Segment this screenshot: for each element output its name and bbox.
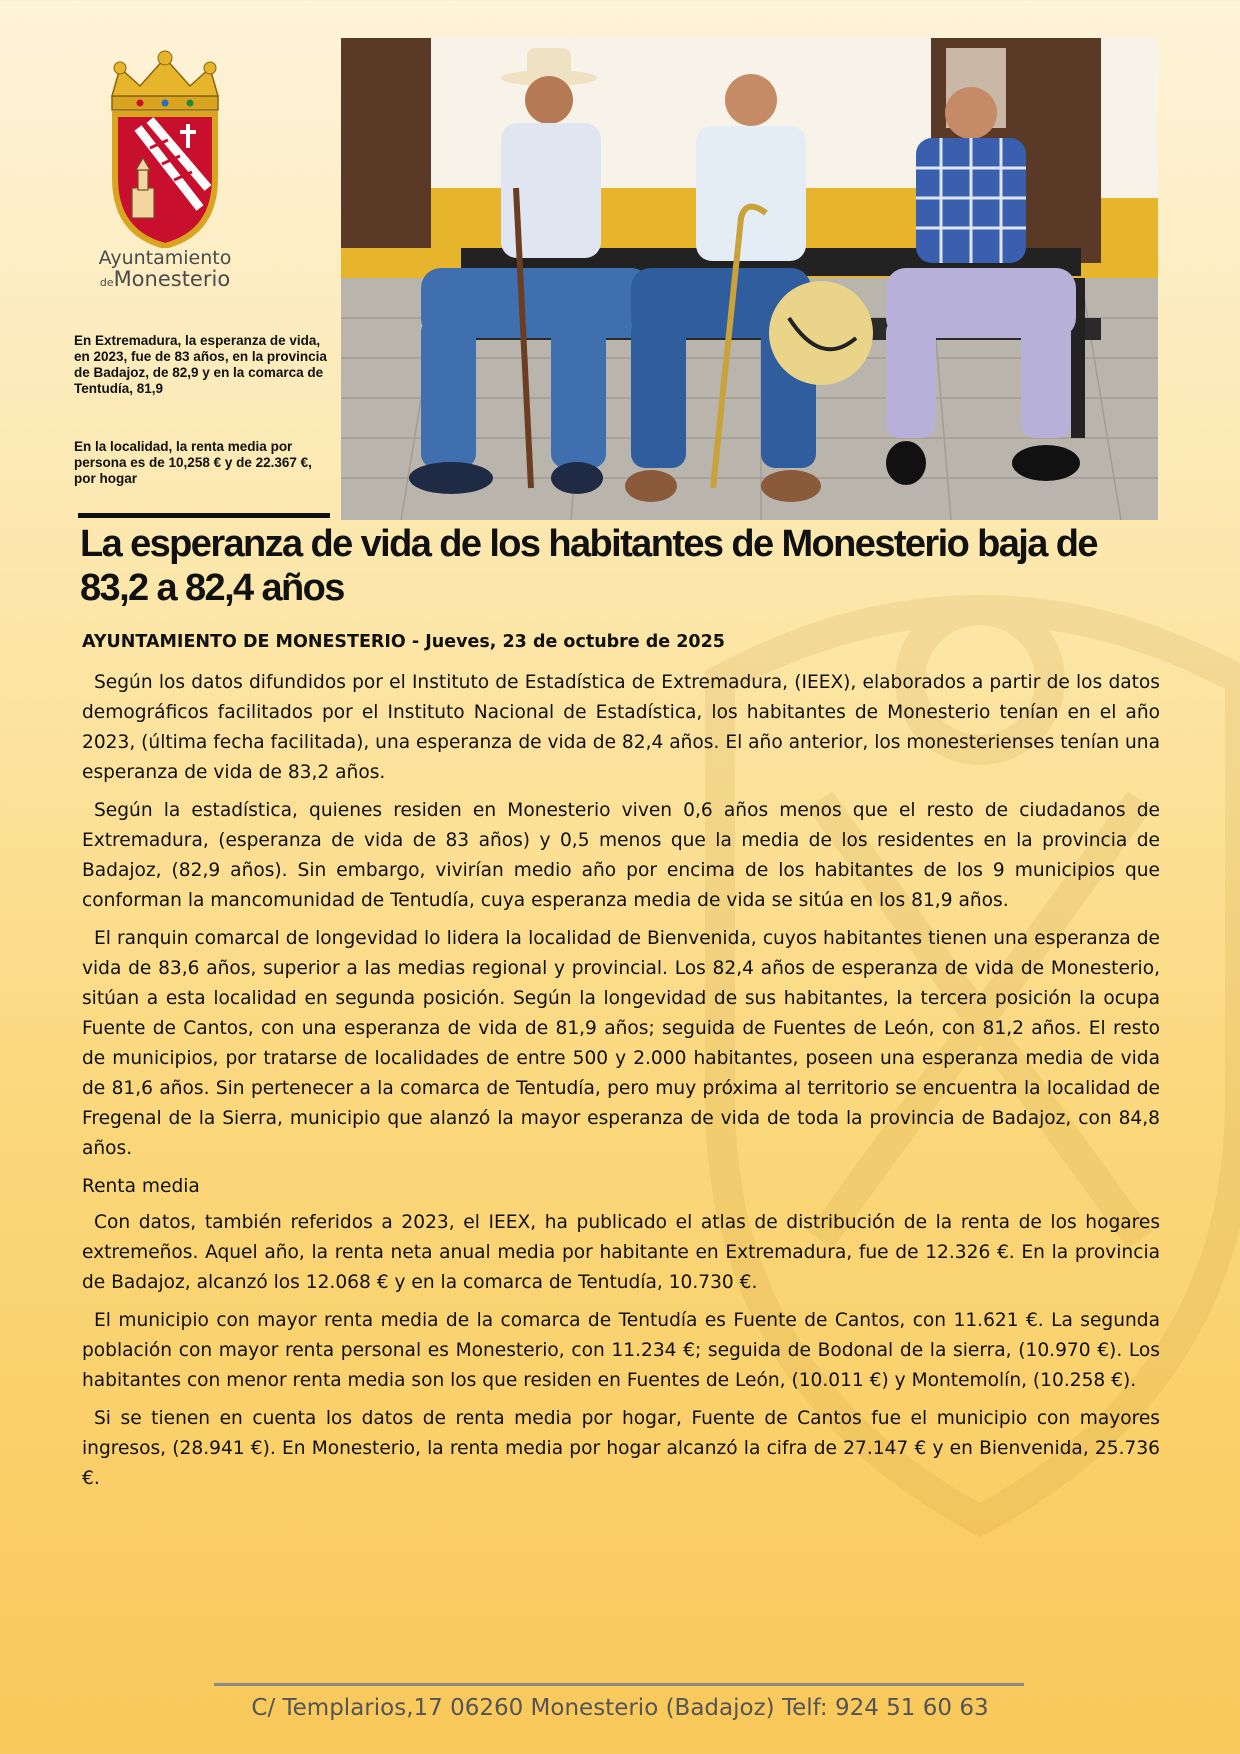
paragraph-5: El municipio con mayor renta media de la comarca de Tentudía es Fuente de Cantos, con 11.621 €. La segunda población con mayor renta personal es Monesterio, con 11.234 €; seguida de Bodonal de la sierra, (10.970 €). Los habitantes con menor renta media son los que residen en Fuentes de León, (10.011 €) y Montemolín, (10.258 €). <box>82 1310 1160 1391</box>
sidebar-divider <box>78 513 330 518</box>
logo-line2 <box>90 268 240 294</box>
logo-line2-prefix: de <box>99 276 114 289</box>
article-body <box>82 668 1160 1502</box>
logo-line2-name: Monesterio <box>113 267 231 291</box>
subheading-income: Renta media <box>82 1176 200 1197</box>
paragraph-4: Con datos, también referidos a 2023, el IEEX, ha publicado el atlas de distribución de la renta de los hogares extremeños. Aquel año, la renta neta anual media por habitante en Extremadura, fue de 12.326 €. En la provincia de Badajoz, alcanzó los 12.068 € y en la comarca de Tentudía, 10.730 €. <box>82 1212 1160 1293</box>
paragraph-2: Según la estadística, quienes residen en Monesterio viven 0,6 años menos que el resto de ciudadanos de Extremadura, (esperanza de vida de 83 años) y 0,5 menos que la media de los residentes en la provincia de Badajoz, (82,9 años). Sin embargo, vivirían medio año por encima de los habitantes de los 9 municipios que conforman la mancomunidad de Tentudía, cuya esperanza media de vida se sitúa en los 81,9 años. <box>82 800 1160 911</box>
article-title: La esperanza de vida de los habitantes de Monesterio baja de 83,2 a 82,4 años <box>80 523 1097 609</box>
sidebar-note-income: En la localidad, la renta media por persona es de 10,258 € y de 22.367 €, por hogar <box>74 439 312 486</box>
footer-address: C/ Templarios,17 06260 Monesterio (Badajoz) Telf: 924 51 60 63 <box>251 1695 989 1721</box>
coat-of-arms-icon <box>90 48 240 248</box>
article-byline: AYUNTAMIENTO DE MONESTERIO - Jueves, 23 de octubre de 2025 <box>82 632 725 652</box>
article-photo <box>341 38 1158 520</box>
logo-line1: Ayuntamiento <box>98 247 232 269</box>
footer-divider <box>214 1683 1024 1686</box>
crown-icon <box>112 51 218 110</box>
municipality-logo <box>90 48 240 298</box>
paragraph-1: Según los datos difundidos por el Instituto de Estadística de Extremadura, (IEEX), elaborados a partir de los datos demográficos facilitados por el Instituto Nacional de Estadística, los habitantes de Monesterio tenían en el año 2023, (última fecha facilitada), una esperanza de vida de 82,4 años. El año anterior, los monesterienses tenían una esperanza de vida de 83,2 años. <box>82 672 1160 783</box>
sidebar-note-life-expectancy: En Extremadura, la esperanza de vida, en 2023, fue de 83 años, en la provincia de Badajoz, de 82,9 y en la comarca de Tentudía, 81,9 <box>74 333 327 396</box>
paragraph-3: El ranquin comarcal de longevidad lo lidera la localidad de Bienvenida, cuyos habitantes tienen una esperanza de vida de 83,6 años, superior a las medias regional y provincial. Los 82,4 años de esperanza de vida de Monesterio, sitúan a esta localidad en segunda posición. Según la longevidad de sus habitantes, la tercera posición la ocupa Fuente de Cantos, con una esperanza de vida de 81,9 años; seguida de Fuentes de León, con 81,2 años. El resto de municipios, por tratarse de localidades de entre 500 y 2.000 habitantes, poseen una esperanza media de vida de 81,6 años. Sin pertenecer a la comarca de Tentudía, pero muy próxima al territorio se encuentra la localidad de Fregenal de la Sierra, municipio que alanzó la mayor esperanza de vida de toda la provincia de Badajoz, con 84,8 años. <box>82 928 1160 1159</box>
paragraph-6: Si se tienen en cuenta los datos de renta media por hogar, Fuente de Cantos fue el municipio con mayores ingresos, (28.941 €). En Monesterio, la renta media por hogar alcanzó la cifra de 27.147 € y en Bienvenida, 25.736 €. <box>82 1408 1160 1489</box>
